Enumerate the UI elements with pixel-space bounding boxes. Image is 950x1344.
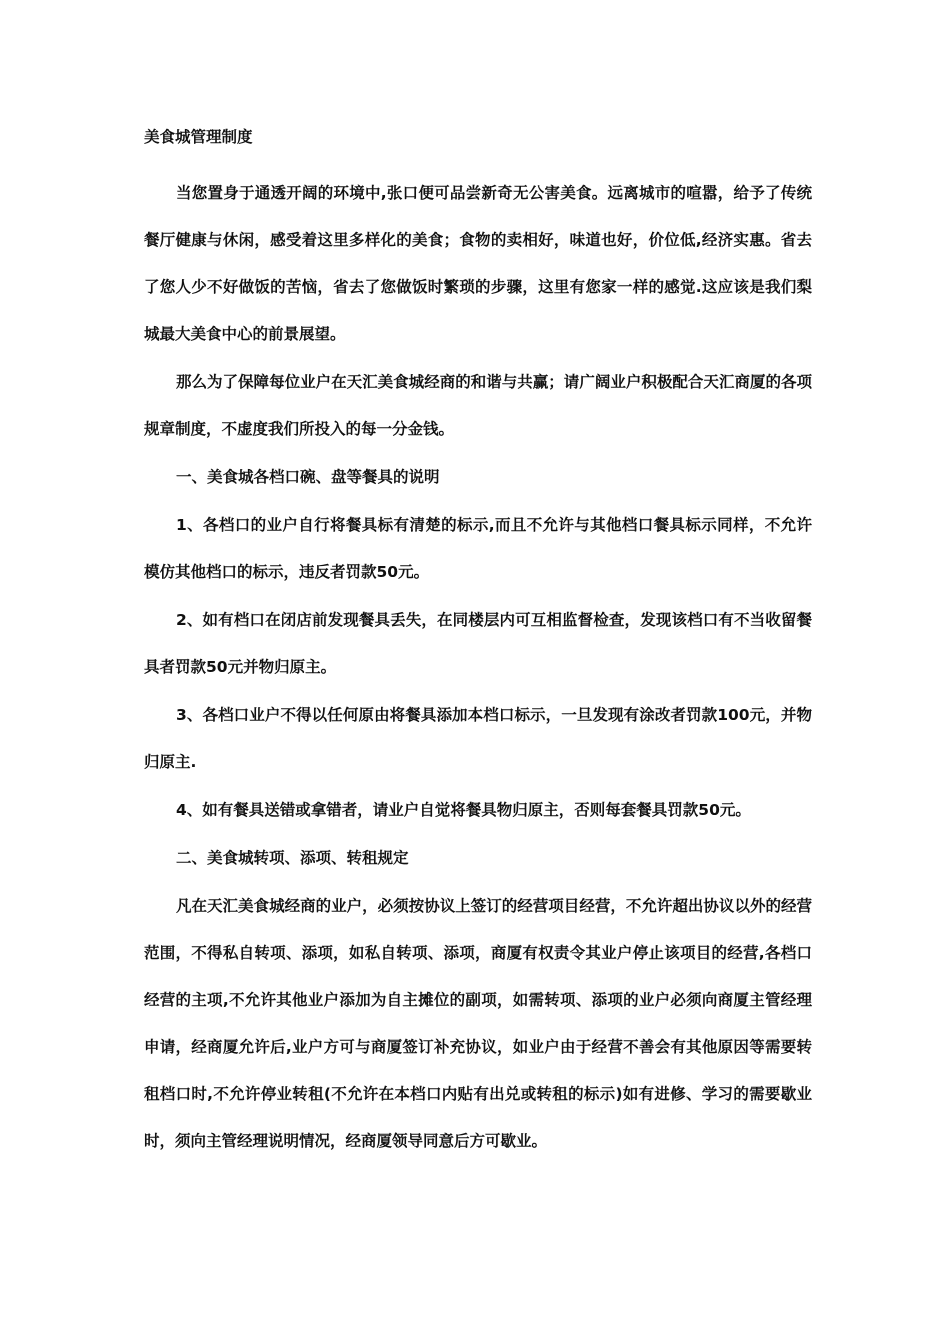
rule-item-4: 4、如有餐具送错或拿错者，请业户自觉将餐具物归原主，否则每套餐具罚款50元。 <box>176 801 751 819</box>
rule-item-3: 3、各档口业户不得以任何原由将餐具添加本档口标示，一旦发现有涂改者罚款100元，并物归原主. <box>144 706 812 771</box>
transfer-rules-paragraph: 凡在天汇美食城经商的业户，必须按协议上签订的经营项目经营，不允许超出协议以外的经营范围，不得私自转项、添项，如私自转项、添项，商厦有权责令其业户停止该项目的经营,各档口经营的主项,不允许其他业户添加为自主摊位的副项，如需转项、添项的业户必须向商厦主管经理申请，经商厦允许后,业户方可与商厦签订补充协议，如业户由于经营不善会有其他原因等需要转租档口时,不允许停业转租(不允许在本档口内贴有出兑或转租的标示)如有进修、学习的需要歇业时，须向主管经理说明情况，经商厦领导同意后方可歇业。 <box>144 897 812 1150</box>
rule-item-1: 1、各档口的业户自行将餐具标有清楚的标示,而且不允许与其他档口餐具标示同样，不允许模仿其他档口的标示，违反者罚款50元。 <box>144 516 812 581</box>
document-body <box>144 122 812 1165</box>
cooperation-paragraph: 那么为了保障每位业户在天汇美食城经商的和谐与共赢；请广阔业户积极配合天汇商厦的各项规章制度，不虚度我们所投入的每一分金钱。 <box>144 373 812 438</box>
intro-paragraph: 当您置身于通透开阔的环境中,张口便可品尝新奇无公害美食。远离城市的喧嚣，给予了传统餐厅健康与休闲，感受着这里多样化的美食；食物的卖相好，味道也好，价位低,经济实惠。省去了您人少不好做饭的苦恼，省去了您做饭时繁琐的步骤，这里有您家一样的感觉.这应该是我们梨城最大美食中心的前景展望。 <box>144 184 812 343</box>
section-heading-transfer: 二、美食城转项、添项、转租规定 <box>176 849 409 867</box>
document-title: 美食城管理制度 <box>144 128 253 146</box>
section-heading-tableware: 一、美食城各档口碗、盘等餐具的说明 <box>176 468 440 486</box>
rule-item-2: 2、如有档口在闭店前发现餐具丢失，在同楼层内可互相监督检查，发现该档口有不当收留餐具者罚款50元并物归原主。 <box>144 611 812 676</box>
